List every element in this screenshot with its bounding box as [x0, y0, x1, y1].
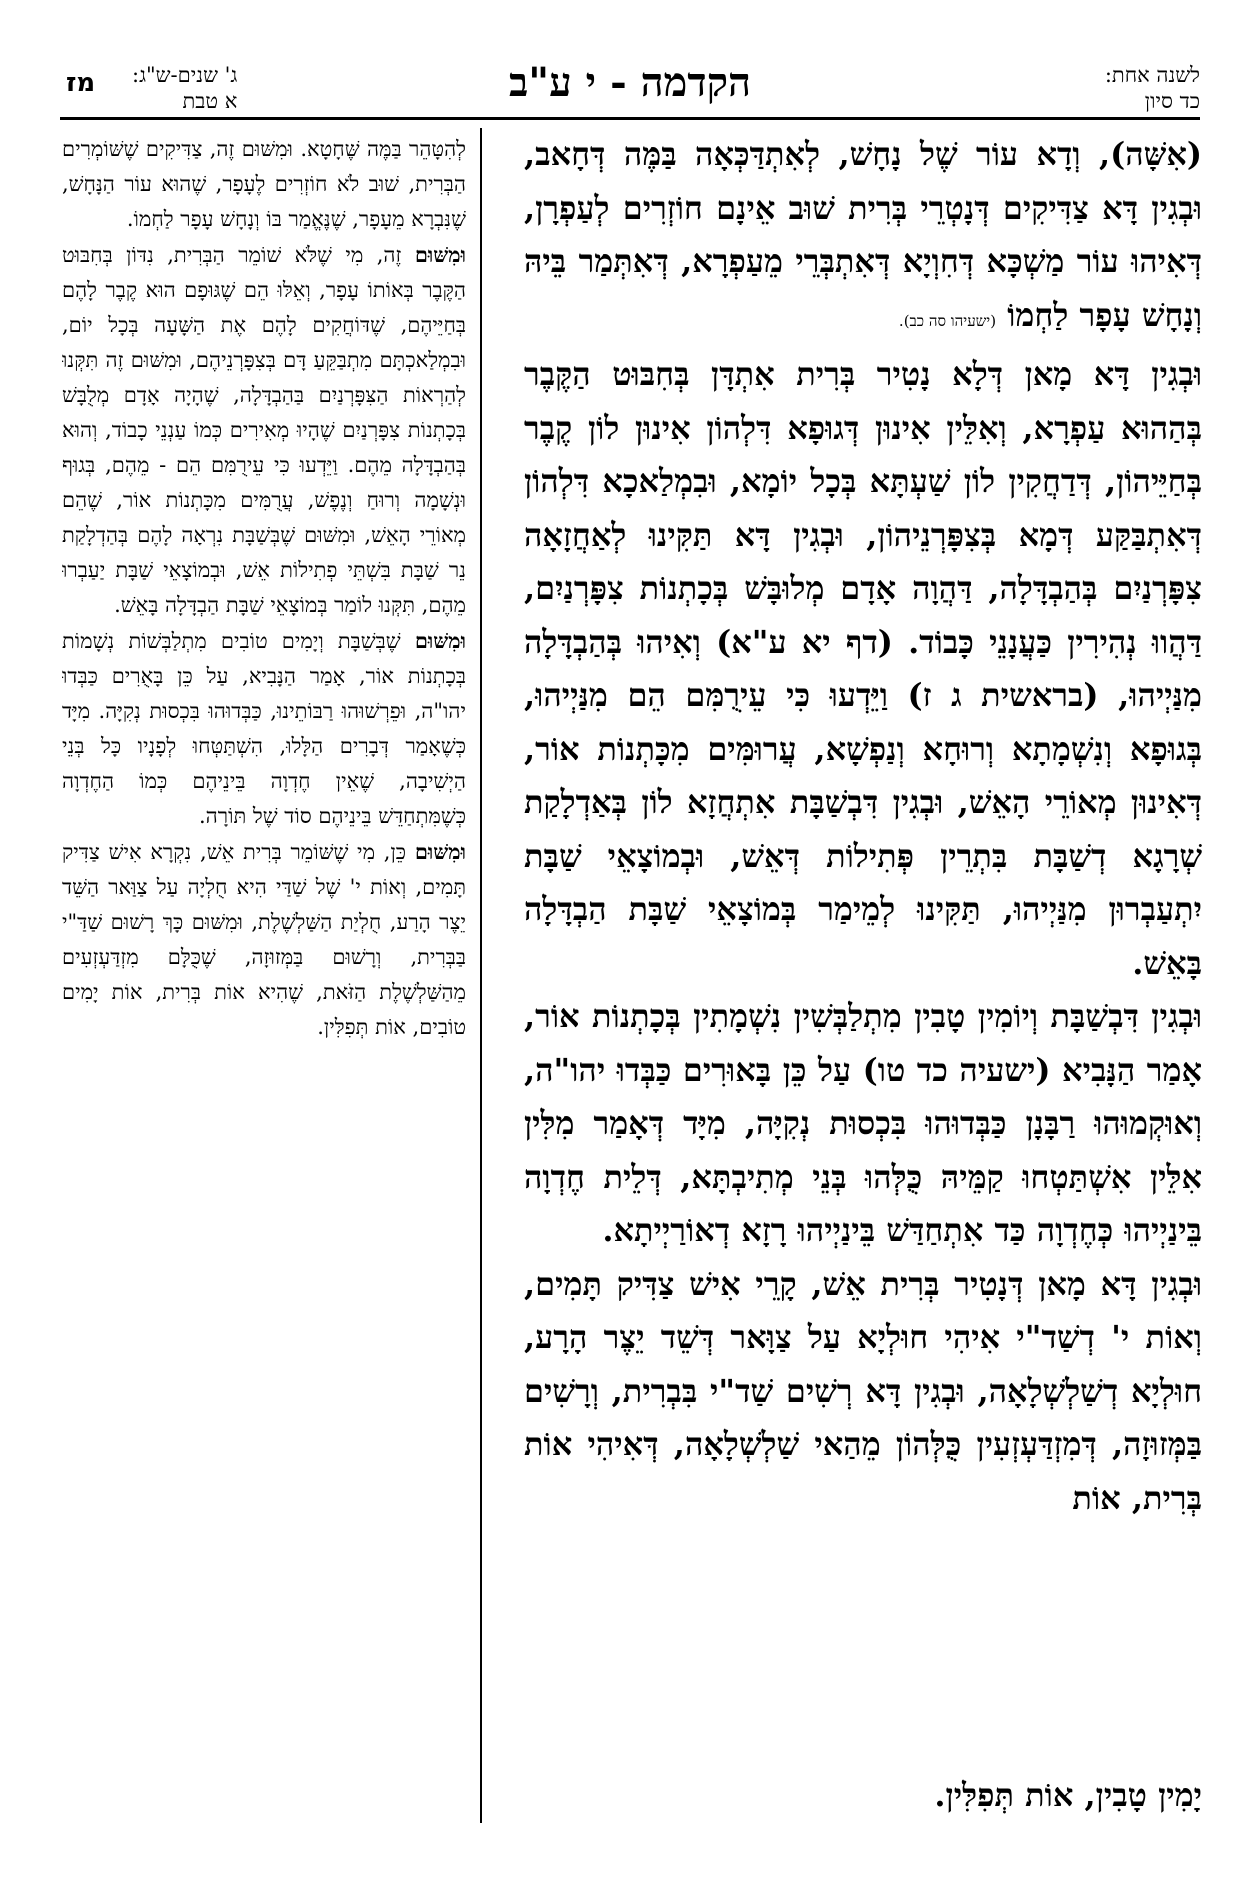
translation-paragraph-text: שֶׁבְּשַׁבָּת וְיָמִים טוֹבִים מִתְלַבְּשׁוֹת נְשָׁמוֹת בְּכָתְנוֹת אוֹר, אָמַר הַנָּבִיא, עַל כֵּן בָּאֻרִים כַּבְּדוּ יהו"ה, וּפֵרְשׁוּהוּ רַבּוֹתֵינוּ, כַּבְּדוּהוּ בִּכְסוּת נְקִיָּה. מִיָּד כְּשֶׁאָמַר דְּבָרִים הַלָּלוּ, הִשְׁתַּטְּחוּ לְפָנָיו כָּל בְּנֵי הַיְשִׁיבָה, שֶׁאֵין חֶדְוָה בֵּינֵיהֶם כְּמוֹ הַחֶדְוָה כְּשֶׁמִּתְחַדֵּשׁ בֵּינֵיהֶם סוֹד שֶׁל תּוֹרָה. [62, 629, 466, 828]
translation-paragraph [62, 834, 466, 1045]
translation-paragraph [62, 132, 466, 237]
main-paragraph-text: (אִשָּׁה), וְדָא עוֹר שֶׁל נָחָשׁ, לְאִתְדַּכְּאָה בַּמֶּה דְּחָאב, וּבְגִין דָּא צַדִּיקִים דְּנָטְרֵי בְּרִית שׁוּב אֵינָם חוֹזְרִים לְעַפְרָן, דְּאִיהוּ עוֹר מַשְׁכָּא דְּחִוְיָא דְּאִתְבְּרֵי מֵעַפְרָא, דְּאִתְּמַר בֵּיהּ וְנָחָשׁ עָפָר לַחְמוֹ [524, 135, 1202, 334]
translation-paragraph-text: כֵּן, מִי שֶׁשּׁוֹמֵר בְּרִית אֵשׁ, נִקְרָא אִישׁ צַדִּיק תָּמִים, וְאוֹת י' שֶׁל שַׁדַּי הִיא חֻלְיָה עַל צַוַּאר הַשֵּׁד יֵצֶר הָרַע, חֻלְיַת הַשַּׁלְשֶׁלֶת, וּמִשּׁוּם כָּךְ רָשׁוּם שַׁדַּ"י בַּבְּרִית, וְרָשׁוּם בַּמְּזוּזָה, שֶׁכֻּלָּם מִזְדַּעְזְעִים מֵהַשַּׁלְשֶׁלֶת הַזֹּאת, שֶׁהִיא אוֹת בְּרִית, אוֹת יָמִים טוֹבִים, אוֹת תְּפִלִּין. [62, 840, 466, 1039]
main-paragraph-text: דָּא מָאן דְּלָא נָטִיר בְּרִית אִתְדָּן בְּחִבּוּט הַקֶּבֶר בְּהַהוּא עַפְרָא, וְאִלֵּין אִינוּן דְּגוּפָא דִּלְהוֹן אִינוּן לוֹן קֶבֶר בְּחַיֵּיהוֹן, דְּדַחֲקִין לוֹן שַׁעְתָּא בְּכָל יוֹמָא, וּבִמְלַאכָא דִּלְהוֹן דְּאִתְבַּקַּע דְּמָא בְּצִפָּרְנֵיהוֹן, וּבְגִין דָּא תַּקִּינוּ לְאַחֲזָאָה צִפָּרְנַיִם בְּהַבְדָּלָה, דַּהֲוָה אָדָם מְלוּבָּשׁ בְּכָתְנוֹת צִפָּרְנַיִם, דַּהֲווּ נְהִירִין כַּעֲנָנֵי כָּבוֹד. (דף יא ע"א) וְאִיהוּ בְּהַבְדָּלָה מִנַּיְיהוּ, (בראשית ג ז) וַיֵּדְעוּ כִּי עֵירֻמִּם הֵם מִנַּיְיהוּ, בְּגוּפָא וְנִשְׁמָתָא וְרוּחָא וְנַפְשָׁא, עֲרוּמִּים מִכָּתְנוֹת אוֹר, דְּאִינוּן מְאוֹרֵי הָאֵשׁ, וּבְגִין דִּבְשַׁבָּת אִתְחֲזָא לוֹן בְּאַדְלָקַת שְׁרָגָא דְשַׁבָּת בִּתְרֵין פְּתִילוֹת דְּאֵשׁ, וּבְמוֹצָאֵי שַׁבָּת יִתְעַבְרוּן מִנַּיְיהוּ, תַּקִּינוּ לְמֵימַר בְּמוֹצָאֵי שַׁבָּת הַבְדָּלָה בָּאֵשׁ. [524, 355, 1202, 982]
main-paragraph [524, 348, 1202, 990]
main-paragraph-text: דִּבְשַׁבָּת וְיוֹמִין טָבִין מִתְלַבְּשִׁין נִשְׁמָתִין בְּכָתְנוֹת אוֹר, אָמַר הַנָּבִיא (ישעיה כד טו) עַל כֵּן בָּאוּרִים כַּבְּדוּ יהו"ה, וְאוּקְמוּהוּ רַבָּנָן כַּבְּדוּהוּ בִּכְסוּת נְקִיָּה, מִיָּד דְּאָמַר מִלִּין אִלֵּין אִשְׁתַּטְחוּ קַמֵּיהּ כֻּלְּהוּ בְּנֵי מְתִיבְתָּא, דְּלֵית חֶדְוָה בֵּינַיְיהוּ כְּחֶדְוָה כַּד אִתְחַדַּשׁ בֵּינַיְיהוּ רָזָא דְאוֹרַיְיתָא. [524, 997, 1202, 1249]
main-text-column [524, 128, 1202, 1828]
column-divider [480, 128, 482, 1823]
main-paragraph [524, 1258, 1202, 1526]
paragraph-lead-word: וּבְגִין [1151, 1264, 1202, 1303]
translation-paragraph [62, 623, 466, 834]
study-schedule-three-years [132, 62, 237, 114]
schedule-three-years-label: ג' שנים-ש"ג: [132, 63, 238, 87]
page-header [60, 58, 1200, 118]
translation-paragraph-text: לְהִטָּהֵר בַּמֶּה שֶּׁחָטָא. וּמִשּׁוּם זֶה, צַדִּיקִים שֶׁשּׁוֹמְרִים הַבְּרִית, שׁוּב לֹא חוֹזְרִים לֶעָפָר, שֶׁהוּא עוֹר הַנָּחָשׁ, שֶׁנִּבְרָא מֵעָפָר, שֶׁנֶּאֱמַר בּוֹ וְנָחָשׁ עָפָר לַחְמוֹ. [62, 137, 466, 231]
paragraph-lead-word: וּבְגִין [1151, 355, 1202, 393]
schedule-one-year-label: לשנה אחת: [1104, 63, 1200, 87]
paragraph-lead-word: וּמִשּׁוּם [414, 628, 466, 653]
paragraph-lead-word: וּבְגִין [1151, 997, 1202, 1035]
main-text-final-line-text: יָמִין טָבִין, אוֹת תְּפִלִּין. [934, 1776, 1202, 1814]
main-paragraph [524, 990, 1202, 1258]
translation-paragraph [62, 237, 466, 623]
schedule-three-years-date: א טבת [182, 89, 238, 113]
paragraph-lead-word: וּמִשּׁוּם [414, 839, 466, 864]
page-title: הקדמה - י ע"ב [509, 59, 751, 106]
main-text-final-line [60, 1770, 1202, 1820]
translation-column [62, 132, 466, 1822]
page-number: מז [66, 68, 96, 98]
paragraph-lead-word: וּמִשּׁוּם [414, 242, 466, 267]
translation-paragraph-text: זֶה, מִי שֶׁלֹּא שׁוֹמֵר הַבְּרִית, נִדּוֹן בְּחִבּוּט הַקֶּבֶר בְּאוֹתוֹ עָפָר, וְאֵלּוּ הֵם שֶׁגּוּפָם הוּא קֶבֶר לָהֶם בְּחַיֵּיהֶם, שֶׁדּוֹחֲקִים לָהֶם אֶת הַשָּׁעָה בְּכָל יוֹם, וּבִמְלַאכְתָּם מִתְבַּקֵּעַ דָּם בְּצִפָּרְנֵיהֶם, וּמִשּׁוּם זֶה תִּקְּנוּ לְהַרְאוֹת הַצִּפָּרְנַיִם בַּהַבְדָּלָה, שֶׁהָיָה אָדָם מְלֻבָּשׁ בְּכָתְנוֹת צִפָּרְנַיִם שֶׁהָיוּ מְאִירִים כְּמוֹ עַנְנֵי כָבוֹד, וְהוּא בְּהַבְדָּלָה מֵהֶם. וַיֵּדְעוּ כִּי עֵירֻמִּם הֵם - מֵהֶם, בְּגוּף וּנְשָׁמָה וְרוּחַ וְנֶפֶשׁ, עֲרֻמִּים מִכָּתְנוֹת אוֹר, שֶׁהֵם מְאוֹרֵי הָאֵשׁ, וּמִשּׁוּם שֶׁבְּשַׁבָּת נִרְאָה לָהֶם בְּהַדְלָקַת נֵר שַׁבָּת בִּשְׁתֵּי פְתִילוֹת אֵשׁ, וּבְמוֹצָאֵי שַׁבָּת יַעַבְרוּ מֵהֶם, תִּקְּנוּ לוֹמַר בְּמוֹצָאֵי שַׁבָּת הַבְדָּלָה בָּאֵשׁ. [62, 243, 466, 617]
source-reference: (ישעיהו סה כב). [898, 311, 997, 330]
main-paragraph-text: דָּא מָאן דְּנָטִיר בְּרִית אֵשׁ, קָרֵי אִישׁ צַדִּיק תָּמִים, וְאוֹת י' דְשַׁד"י אִיהִי חוּלְיָא עַל צַוָּאר דְּשֵׁד יֵצֶר הָרָע, חוּלְיָא דְשַׁלְשְׁלָאָה, וּבְגִין דָּא רְשִׁים שַׁד"י בִּבְרִית, וְרָשִׁים בַּמְּזוּזָה, דְּמִזְדַּעְזְעִין כֻּלְּהוֹן מֵהַאי שַׁלְשְׁלָאָה, דְּאִיהִי אוֹת בְּרִית, אוֹת [524, 1264, 1202, 1517]
header-divider [60, 117, 1200, 120]
schedule-one-year-date: כד סיון [1144, 89, 1200, 113]
main-paragraph [524, 128, 1202, 348]
